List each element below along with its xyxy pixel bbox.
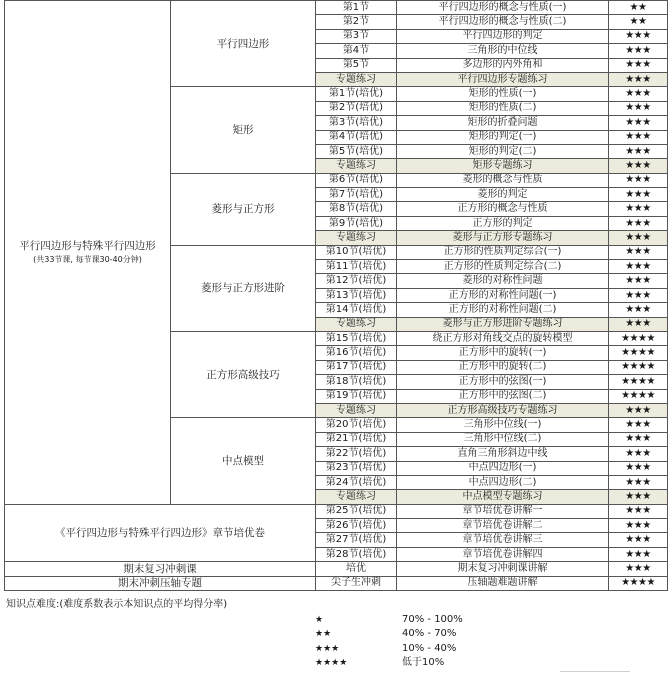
legend-stars: ★★★★ bbox=[315, 658, 348, 668]
section-title: 矩形 bbox=[171, 87, 316, 173]
legend-row bbox=[315, 656, 444, 670]
lesson-number: 第22节(培优) bbox=[316, 447, 397, 461]
difficulty-stars: ★★★ bbox=[609, 504, 668, 518]
difficulty-stars: ★★★ bbox=[609, 101, 668, 115]
difficulty-legend bbox=[6, 598, 666, 672]
lesson-topic: 平行四边形的判定 bbox=[397, 29, 609, 43]
lesson-number: 第21节(培优) bbox=[316, 432, 397, 446]
difficulty-stars: ★★★ bbox=[609, 116, 668, 130]
lesson-number: 培优 bbox=[316, 562, 397, 576]
legend-range: 低于10% bbox=[402, 657, 445, 668]
legend-stars: ★ bbox=[315, 615, 324, 625]
lesson-number: 第3节(培优) bbox=[316, 116, 397, 130]
lesson-topic: 正方形中的旋转(二) bbox=[397, 360, 609, 374]
difficulty-stars: ★★ bbox=[609, 15, 668, 29]
lesson-number: 第2节(培优) bbox=[316, 101, 397, 115]
difficulty-stars: ★★★ bbox=[609, 173, 668, 187]
difficulty-stars: ★★★ bbox=[609, 274, 668, 288]
lesson-topic: 菱形与正方形专题练习 bbox=[397, 231, 609, 245]
difficulty-stars: ★★★ bbox=[609, 547, 668, 561]
legend-row bbox=[315, 613, 463, 627]
lesson-topic: 章节培优卷讲解四 bbox=[397, 547, 609, 561]
footer-divider bbox=[560, 671, 630, 672]
lesson-number: 专题练习 bbox=[316, 317, 397, 331]
lesson-topic: 正方形中的弦图(二) bbox=[397, 389, 609, 403]
section-title: 正方形高级技巧 bbox=[171, 331, 316, 417]
lesson-topic: 平行四边形的概念与性质(一) bbox=[397, 1, 609, 15]
lesson-topic: 矩形的性质(一) bbox=[397, 87, 609, 101]
lesson-number: 第1节(培优) bbox=[316, 87, 397, 101]
lesson-number: 尖子生冲刺 bbox=[316, 576, 397, 590]
lesson-topic: 正方形的对称性问题(二) bbox=[397, 303, 609, 317]
difficulty-stars: ★★★★ bbox=[609, 375, 668, 389]
difficulty-stars: ★★★ bbox=[609, 461, 668, 475]
lesson-topic: 中点模型专题练习 bbox=[397, 490, 609, 504]
lesson-number: 第7节(培优) bbox=[316, 188, 397, 202]
lesson-topic: 正方形中的旋转(一) bbox=[397, 346, 609, 360]
difficulty-stars: ★★★ bbox=[609, 447, 668, 461]
exam-row bbox=[5, 504, 668, 518]
lesson-number: 第3节 bbox=[316, 29, 397, 43]
lesson-topic: 直角三角形斜边中线 bbox=[397, 447, 609, 461]
lesson-topic: 正方形高级技巧专题练习 bbox=[397, 403, 609, 417]
lesson-number: 第20节(培优) bbox=[316, 418, 397, 432]
lesson-topic: 章节培优卷讲解二 bbox=[397, 519, 609, 533]
lesson-topic: 矩形的折叠问题 bbox=[397, 116, 609, 130]
section-title: 中点模型 bbox=[171, 418, 316, 504]
lesson-number: 第8节(培优) bbox=[316, 202, 397, 216]
difficulty-stars: ★★★ bbox=[609, 44, 668, 58]
course-syllabus-table bbox=[4, 0, 668, 591]
lesson-topic: 矩形的判定(一) bbox=[397, 130, 609, 144]
difficulty-stars: ★★★ bbox=[609, 216, 668, 230]
syllabus-table-body bbox=[5, 1, 668, 591]
difficulty-stars: ★★★ bbox=[609, 303, 668, 317]
legend-range: 10% - 40% bbox=[402, 643, 457, 654]
lesson-number: 第1节 bbox=[316, 1, 397, 15]
lesson-number: 专题练习 bbox=[316, 159, 397, 173]
lesson-number: 第5节(培优) bbox=[316, 144, 397, 158]
lesson-number: 第4节(培优) bbox=[316, 130, 397, 144]
lesson-number: 第5节 bbox=[316, 58, 397, 72]
lesson-topic: 矩形的性质(二) bbox=[397, 101, 609, 115]
difficulty-stars: ★★★ bbox=[609, 403, 668, 417]
difficulty-stars: ★★★ bbox=[609, 245, 668, 259]
difficulty-stars: ★★★ bbox=[609, 58, 668, 72]
lesson-topic: 菱形与正方形进阶专题练习 bbox=[397, 317, 609, 331]
final-course-title: 期末复习冲刺课 bbox=[5, 562, 316, 576]
lesson-topic: 绕正方形对角线交点的旋转模型 bbox=[397, 331, 609, 345]
lesson-number: 专题练习 bbox=[316, 72, 397, 86]
lesson-number: 第12节(培优) bbox=[316, 274, 397, 288]
lesson-number: 第4节 bbox=[316, 44, 397, 58]
lesson-topic: 期末复习冲刺课讲解 bbox=[397, 562, 609, 576]
section-title: 菱形与正方形 bbox=[171, 173, 316, 245]
lesson-topic: 多边形的内外角和 bbox=[397, 58, 609, 72]
difficulty-stars: ★★★★ bbox=[609, 346, 668, 360]
lesson-topic: 正方形的性质判定综合(二) bbox=[397, 260, 609, 274]
lesson-topic: 压轴题难题讲解 bbox=[397, 576, 609, 590]
legend-stars: ★★ bbox=[315, 629, 332, 639]
difficulty-stars: ★★★ bbox=[609, 317, 668, 331]
lesson-number: 第2节 bbox=[316, 15, 397, 29]
chapter-title: 平行四边形与特殊平行四边形 bbox=[19, 239, 156, 252]
lesson-number: 专题练习 bbox=[316, 403, 397, 417]
difficulty-stars: ★★★ bbox=[609, 432, 668, 446]
lesson-number: 第24节(培优) bbox=[316, 475, 397, 489]
lesson-topic: 正方形的性质判定综合(一) bbox=[397, 245, 609, 259]
difficulty-stars: ★★★ bbox=[609, 490, 668, 504]
difficulty-stars: ★★★ bbox=[609, 159, 668, 173]
lesson-number: 第19节(培优) bbox=[316, 389, 397, 403]
legend-stars: ★★★ bbox=[315, 644, 340, 654]
difficulty-stars: ★★★ bbox=[609, 188, 668, 202]
legend-title: 知识点难度:(难度系数表示本知识点的平均得分率) bbox=[6, 599, 228, 610]
lesson-number: 专题练习 bbox=[316, 231, 397, 245]
difficulty-stars: ★★★ bbox=[609, 533, 668, 547]
lesson-topic: 正方形的概念与性质 bbox=[397, 202, 609, 216]
lesson-number: 第9节(培优) bbox=[316, 216, 397, 230]
lesson-topic: 菱形的对称性问题 bbox=[397, 274, 609, 288]
final-review-row bbox=[5, 562, 668, 576]
lesson-topic: 正方形的判定 bbox=[397, 216, 609, 230]
lesson-topic: 矩形专题练习 bbox=[397, 159, 609, 173]
lesson-topic: 矩形的判定(二) bbox=[397, 144, 609, 158]
lesson-number: 第27节(培优) bbox=[316, 533, 397, 547]
difficulty-stars: ★★★ bbox=[609, 288, 668, 302]
lesson-topic: 章节培优卷讲解三 bbox=[397, 533, 609, 547]
lesson-row bbox=[5, 1, 668, 15]
lesson-topic: 平行四边形专题练习 bbox=[397, 72, 609, 86]
difficulty-stars: ★★★ bbox=[609, 418, 668, 432]
difficulty-stars: ★★★ bbox=[609, 130, 668, 144]
difficulty-stars: ★★★ bbox=[609, 29, 668, 43]
lesson-topic: 中点四边形(一) bbox=[397, 461, 609, 475]
lesson-number: 第14节(培优) bbox=[316, 303, 397, 317]
difficulty-stars: ★★★★ bbox=[609, 389, 668, 403]
difficulty-stars: ★★★ bbox=[609, 87, 668, 101]
chapter-exam-title: 《平行四边形与特殊平行四边形》章节培优卷 bbox=[5, 504, 316, 562]
difficulty-stars: ★★★ bbox=[609, 144, 668, 158]
lesson-number: 第17节(培优) bbox=[316, 360, 397, 374]
difficulty-stars: ★★ bbox=[609, 1, 668, 15]
lesson-topic: 三角形中位线(二) bbox=[397, 432, 609, 446]
difficulty-stars: ★★★ bbox=[609, 562, 668, 576]
lesson-number: 第10节(培优) bbox=[316, 245, 397, 259]
lesson-topic: 平行四边形的概念与性质(二) bbox=[397, 15, 609, 29]
lesson-number: 第26节(培优) bbox=[316, 519, 397, 533]
difficulty-stars: ★★★★ bbox=[609, 331, 668, 345]
lesson-topic: 章节培优卷讲解一 bbox=[397, 504, 609, 518]
lesson-topic: 中点四边形(二) bbox=[397, 475, 609, 489]
lesson-number: 专题练习 bbox=[316, 490, 397, 504]
lesson-number: 第23节(培优) bbox=[316, 461, 397, 475]
lesson-number: 第11节(培优) bbox=[316, 260, 397, 274]
legend-range: 40% - 70% bbox=[402, 628, 457, 639]
lesson-number: 第16节(培优) bbox=[316, 346, 397, 360]
lesson-topic: 三角形的中位线 bbox=[397, 44, 609, 58]
difficulty-stars: ★★★ bbox=[609, 72, 668, 86]
difficulty-stars: ★★★ bbox=[609, 202, 668, 216]
lesson-topic: 三角形中位线(一) bbox=[397, 418, 609, 432]
lesson-topic: 菱形的判定 bbox=[397, 188, 609, 202]
legend-row bbox=[315, 627, 456, 641]
lesson-number: 第18节(培优) bbox=[316, 375, 397, 389]
lesson-number: 第28节(培优) bbox=[316, 547, 397, 561]
chapter-subtitle: (共33节课, 每节课30-40分钟) bbox=[33, 254, 142, 264]
lesson-topic: 正方形的对称性问题(一) bbox=[397, 288, 609, 302]
lesson-number: 第6节(培优) bbox=[316, 173, 397, 187]
legend-range: 70% - 100% bbox=[402, 614, 463, 625]
lesson-topic: 菱形的概念与性质 bbox=[397, 173, 609, 187]
section-title: 菱形与正方形进阶 bbox=[171, 245, 316, 331]
final-course-title: 期末冲刺压轴专题 bbox=[5, 576, 316, 590]
difficulty-stars: ★★★ bbox=[609, 260, 668, 274]
lesson-topic: 正方形中的弦图(一) bbox=[397, 375, 609, 389]
difficulty-stars: ★★★ bbox=[609, 475, 668, 489]
chapter-title-cell bbox=[5, 1, 171, 505]
lesson-number: 第13节(培优) bbox=[316, 288, 397, 302]
final-review-row bbox=[5, 576, 668, 590]
difficulty-stars: ★★★ bbox=[609, 519, 668, 533]
difficulty-stars: ★★★ bbox=[609, 231, 668, 245]
difficulty-stars: ★★★★ bbox=[609, 576, 668, 590]
difficulty-stars: ★★★★ bbox=[609, 360, 668, 374]
lesson-number: 第25节(培优) bbox=[316, 504, 397, 518]
legend-row bbox=[315, 642, 456, 656]
section-title: 平行四边形 bbox=[171, 1, 316, 87]
lesson-number: 第15节(培优) bbox=[316, 331, 397, 345]
